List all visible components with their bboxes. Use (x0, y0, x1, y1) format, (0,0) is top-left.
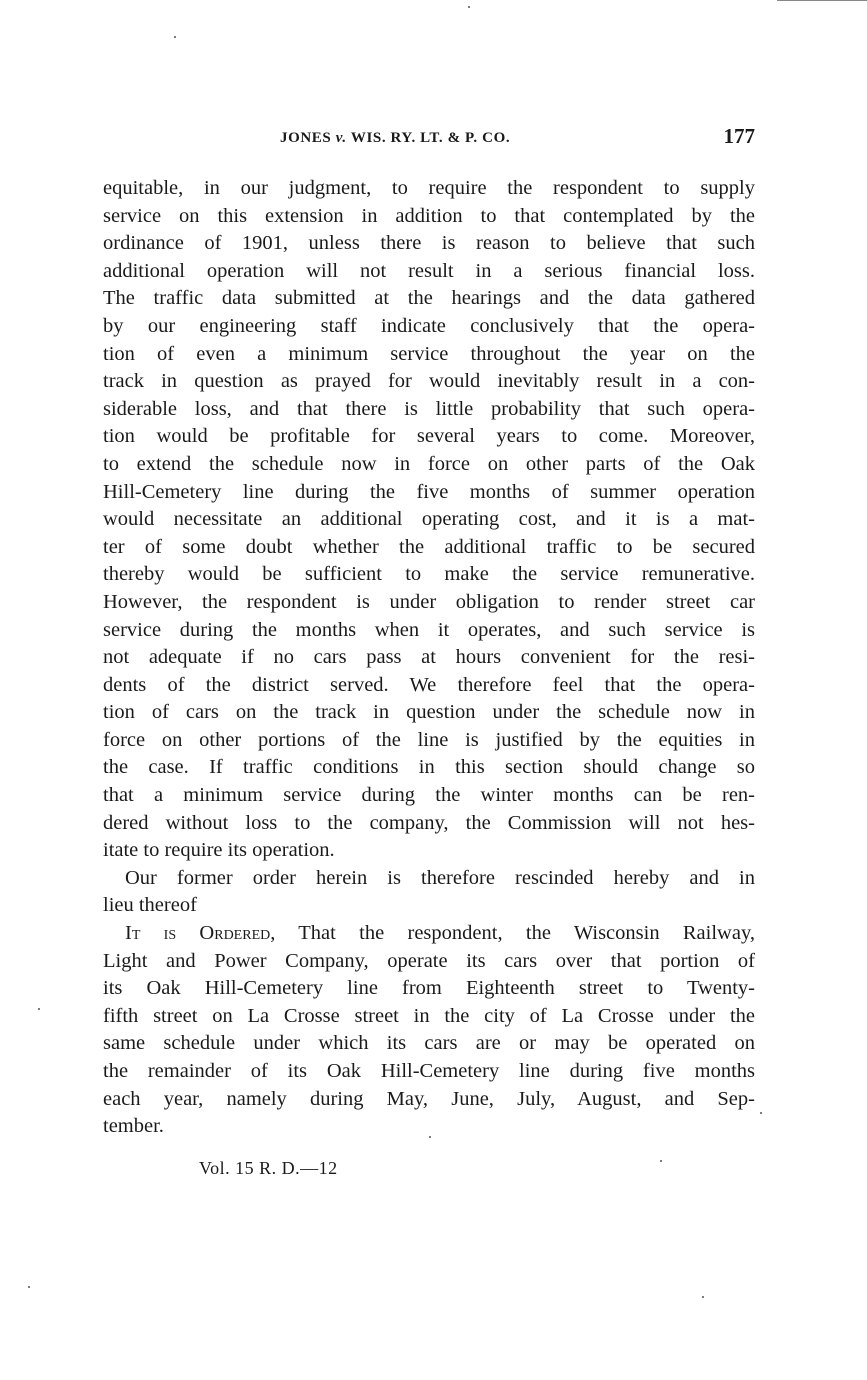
text-line: same schedule under which its cars are or may be operated on (103, 1032, 755, 1055)
text-line: tion would be profitable for several years to come. Moreover, (103, 425, 755, 448)
text-line: The traffic data submitted at the hearings and the data gathered (103, 287, 755, 310)
text-line: tion of cars on the track in question under the schedule now in (103, 701, 755, 724)
text-line: force on other portions of the line is justified by the equities in (103, 728, 755, 751)
text-line: track in question as prayed for would inevitably result in a con- (103, 370, 755, 393)
text-line: ter of some doubt whether the additional traffic to be secured (103, 535, 755, 558)
text-line: equitable, in our judgment, to require the respondent to supply (103, 177, 755, 199)
text-line: would necessitate an additional operating cost, and it is a mat- (103, 508, 755, 531)
paragraph-1 (103, 175, 755, 865)
text-line: by our engineering staff indicate conclusively that the opera- (103, 314, 755, 337)
scan-speck (702, 1296, 704, 1298)
text-line: dents of the district served. We therefore feel that the opera- (103, 673, 755, 696)
text-line: ordinance of 1901, unless there is reason to believe that such (103, 232, 755, 255)
text-line: the case. If traffic conditions in this section should change so (103, 756, 755, 779)
text-line: dered without loss to the company, the Commission will not hes- (103, 811, 755, 834)
page-header (103, 124, 755, 154)
signature-mark: Vol. 15 R. D.—12 (199, 1158, 338, 1178)
text-line: However, the respondent is under obligation to render street car (103, 590, 755, 613)
text-line: tember. (103, 1115, 164, 1138)
paragraph-2 (103, 865, 755, 920)
text-line: not adequate if no cars pass at hours convenient for the resi- (103, 646, 755, 669)
scan-speck (468, 6, 470, 8)
text-line: siderable loss, and that there is little probability that such opera- (103, 397, 755, 420)
scan-speck (760, 1112, 762, 1114)
text-line: lieu thereof (103, 894, 197, 917)
text-line: thereby would be sufficient to make the service remunerative. (103, 563, 755, 586)
text-line: that a minimum service during the winter months can be ren- (103, 784, 755, 807)
text-line: service during the months when it operates, and such service is (103, 618, 755, 641)
scan-speck (660, 1160, 662, 1162)
text-line: its Oak Hill-Cemetery line from Eighteenth street to Twenty- (103, 977, 755, 1000)
body-text (103, 175, 755, 1141)
text-line: additional operation will not result in a serious financial loss. (103, 259, 755, 282)
text-line: each year, namely during May, June, July, August, and Sep- (103, 1087, 755, 1110)
text-line: service on this extension in addition to that contemplated by the (103, 204, 755, 227)
order-heading: It is Ordered, (125, 922, 276, 945)
paragraph-3 (103, 920, 755, 1141)
scan-speck (429, 1136, 431, 1138)
page-number: 177 (723, 124, 755, 148)
text-line: tion of even a minimum service throughout the year on the (103, 342, 755, 365)
scan-edge-line (777, 0, 867, 1)
scan-speck (174, 36, 176, 38)
text-line: to extend the schedule now in force on other parts of the Oak (103, 452, 755, 475)
scan-speck (28, 1286, 30, 1288)
text-line: Our former order herein is therefore rescinded hereby and in (125, 866, 755, 889)
text-line: It is Ordered, That the respondent, the Wisconsin Railway, (125, 922, 755, 945)
text-line: itate to require its operation. (103, 839, 335, 862)
text-line: Light and Power Company, operate its cars over that portion of (103, 949, 755, 972)
text-line: the remainder of its Oak Hill-Cemetery line during five months (103, 1060, 755, 1082)
running-head: JONES v. WIS. RY. LT. & P. CO. (280, 130, 511, 146)
text-line: Hill-Cemetery line during the five months of summer operation (103, 480, 755, 503)
text-line: fifth street on La Crosse street in the city of La Crosse under the (103, 1004, 755, 1027)
scan-speck (38, 1008, 40, 1010)
